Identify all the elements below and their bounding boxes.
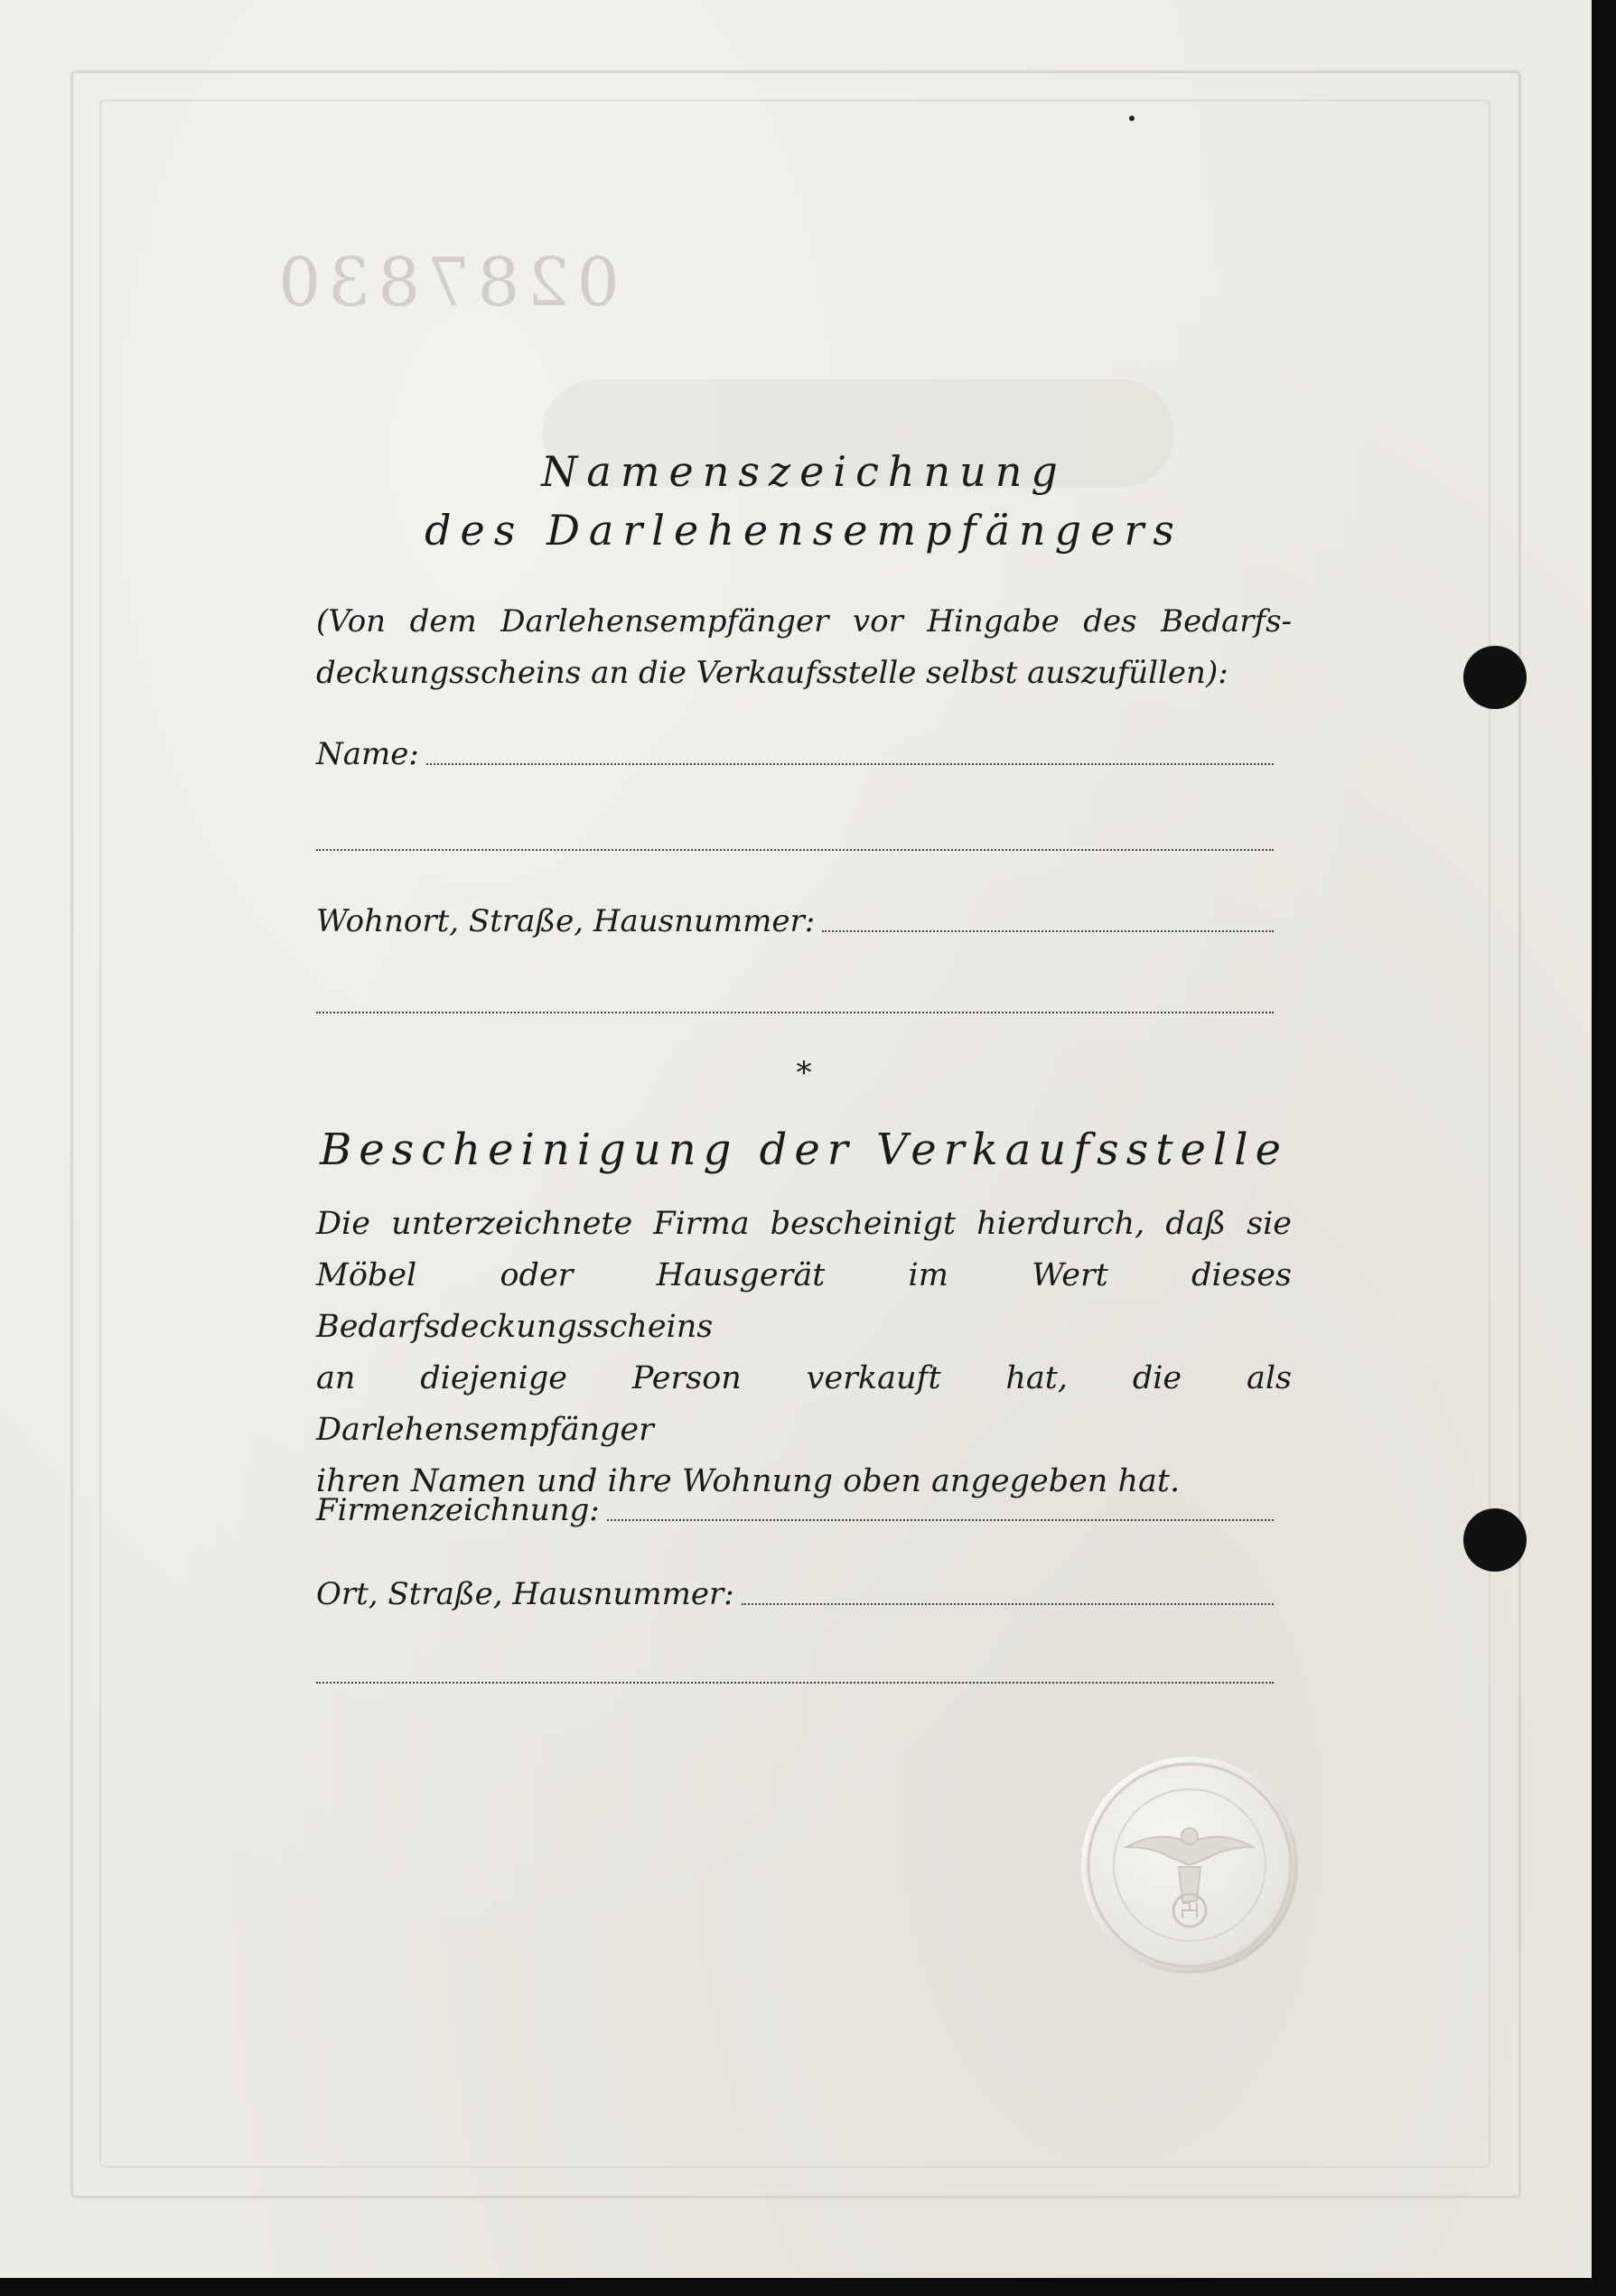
punch-hole-lower: [1463, 1508, 1527, 1572]
address-label: Wohnort, Straße, Hausnummer:: [316, 903, 816, 939]
body-line: Die unterzeichnete Firma bescheinigt hierdurch, daß sie: [316, 1206, 1292, 1242]
section1-title-line2: des Darlehensempfängers: [425, 506, 1183, 555]
section1-title-line1: Namenszeichnung: [541, 447, 1067, 496]
name-field[interactable]: [316, 736, 1274, 772]
place-field[interactable]: [316, 1576, 1274, 1612]
instruction-line: (Von dem Darlehensempfänger vor Hingabe des Bedarfs-: [316, 603, 1292, 639]
eagle-seal-icon: [1081, 1757, 1298, 1974]
body-line: ihren Namen und ihre Wohnung oben angegeben hat.: [316, 1463, 1181, 1499]
address-dotted-line[interactable]: [822, 929, 1274, 932]
address-field[interactable]: [316, 903, 1274, 939]
ink-speck: [1129, 116, 1135, 121]
company-signature-field[interactable]: [316, 1492, 1274, 1528]
place-dotted-line[interactable]: [742, 1602, 1274, 1605]
section1-instruction: [316, 596, 1292, 699]
section2-body: [316, 1199, 1292, 1507]
company-dotted-line[interactable]: [607, 1518, 1274, 1521]
place-label: Ort, Straße, Hausnummer:: [316, 1576, 734, 1612]
embossed-seal-icon: [1081, 1757, 1298, 1974]
punch-hole-upper: [1463, 646, 1527, 709]
name-label: Name:: [316, 736, 419, 772]
instruction-line: deckungsscheins an die Verkaufsstelle selbst auszufüllen):: [316, 655, 1228, 691]
section2-title: Bescheinigung der Verkaufsstelle: [319, 1125, 1289, 1175]
body-line: Möbel oder Hausgerät im Wert dieses Bedarfsdeckungsscheins: [316, 1257, 1292, 1345]
section-divider-star: *: [796, 1055, 812, 1091]
company-label: Firmenzeichnung:: [316, 1492, 600, 1528]
name-continuation-line[interactable]: [316, 849, 1274, 851]
body-line: an diejenige Person verkauft hat, die als Darlehensempfänger: [316, 1360, 1292, 1448]
show-through-serial: 0287830: [271, 244, 620, 322]
address-continuation-line[interactable]: [316, 1012, 1274, 1013]
name-dotted-line[interactable]: [426, 762, 1274, 765]
place-continuation-line[interactable]: [316, 1682, 1274, 1684]
